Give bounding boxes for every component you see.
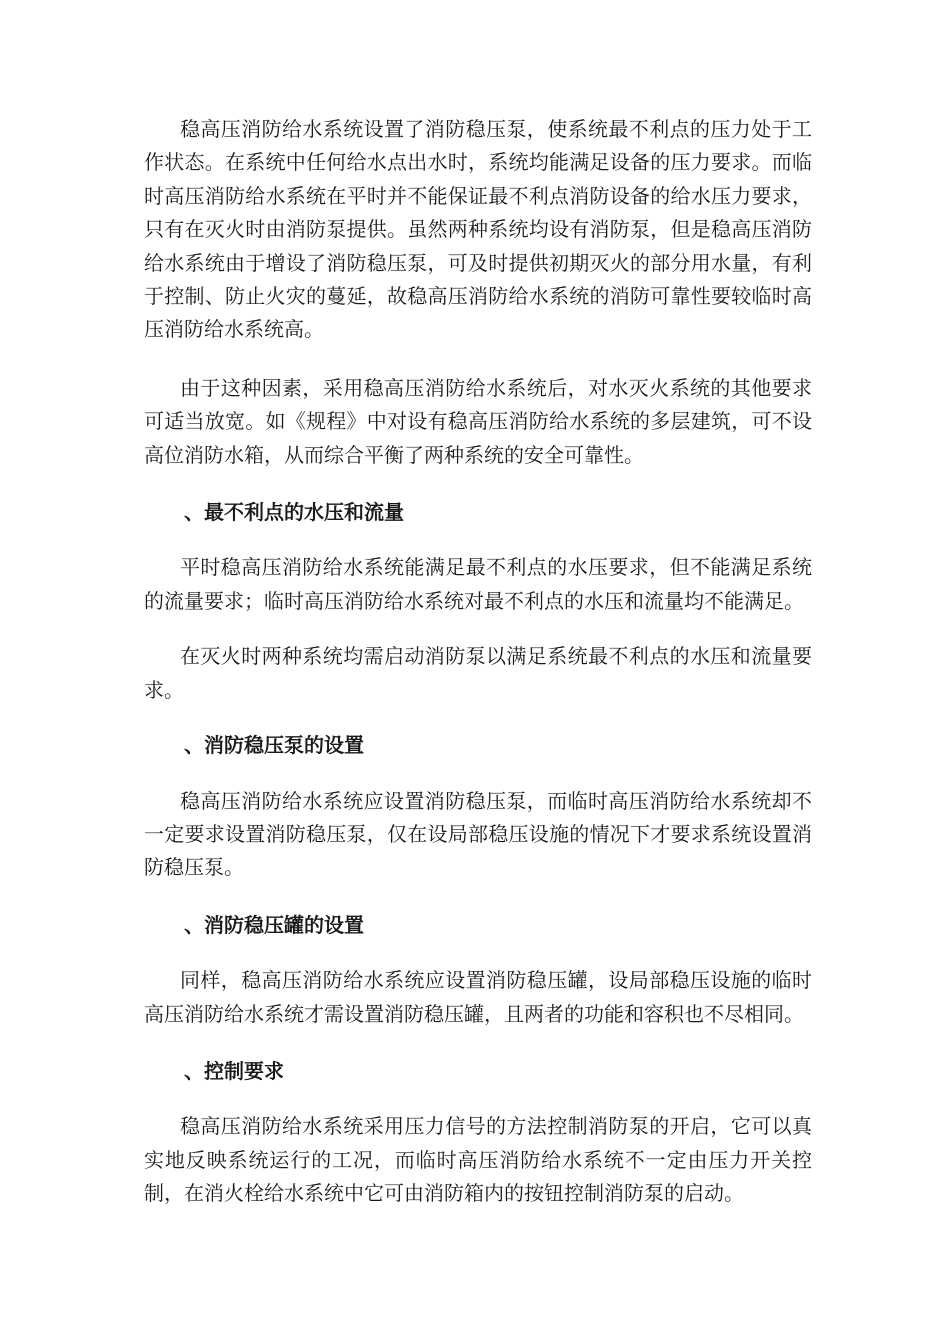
document-body	[144, 113, 812, 1211]
paragraph-gap	[144, 529, 812, 551]
section-heading-control: 、控制要求	[184, 1058, 284, 1083]
paragraph-relaxed-requirements: 由于这种因素，采用稳高压消防给水系统后，对水灭火系统的其他要求可适当放宽。如《规程》中对设有稳高压消防给水系统的多层建筑，可不设高位消防水箱，从而综合平衡了两种系统的安全可靠性。	[144, 375, 812, 467]
paragraph-gap	[144, 618, 812, 640]
paragraph-stabilizer-pump: 稳高压消防给水系统应设置消防稳压泵，而临时高压消防给水系统却不一定要求设置消防稳压泵，仅在设局部稳压设施的情况下才要求系统设置消防稳压泵。	[144, 788, 812, 880]
section-heading-stabilizer-pump: 、消防稳压泵的设置	[184, 733, 364, 758]
paragraph-gap	[144, 347, 812, 372]
paragraph-control: 稳高压消防给水系统采用压力信号的方法控制消防泵的开启，它可以真实地反映系统运行的工况，而临时高压消防给水系统不一定由压力开关控制，在消火栓给水系统中它可由消防箱内的按钮控制消防泵的启动。	[144, 1114, 812, 1206]
paragraph-gap	[144, 472, 812, 496]
paragraph-pressure-tank: 同样，稳高压消防给水系统应设置消防稳压罐，设局部稳压设施的临时高压消防给水系统才需设置消防稳压罐，且两者的功能和容积也不尽相同。	[144, 968, 812, 1026]
paragraph-gap	[144, 942, 812, 964]
paragraph-gap	[144, 763, 812, 785]
paragraph-gap	[144, 885, 812, 909]
paragraph-pressure-comparison: 稳高压消防给水系统设置了消防稳压泵，使系统最不利点的压力处于工作状态。在系统中任何给水点出水时，系统均能满足设备的压力要求。而临时高压消防给水系统在平时并不能保证最不利点消防设备的给水压力要求，只有在灭火时由消防泵提供。虽然两种系统均设有消防泵，但是稳高压消防给水系统由于增设了消防稳压泵，可及时提供初期灭火的部分用水量，有利于控制、防止火灾的蔓延，故稳高压消防给水系统的消防可靠性要较临时高压消防给水系统高。	[144, 117, 812, 342]
section-heading-pressure-flow: 、最不利点的水压和流量	[184, 500, 404, 525]
paragraph-gap	[144, 707, 812, 729]
paragraph-gap	[144, 1088, 812, 1110]
paragraph-pressure-flow: 平时稳高压消防给水系统能满足最不利点的水压要求，但不能满足系统的流量要求；临时高压消防给水系统对最不利点的水压和流量均不能满足。	[144, 555, 812, 613]
section-heading-pressure-tank: 、消防稳压罐的设置	[184, 912, 364, 937]
paragraph-fire-pump-start: 在灭火时两种系统均需启动消防泵以满足系统最不利点的水压和流量要求。	[144, 644, 812, 702]
paragraph-gap	[144, 1031, 812, 1055]
